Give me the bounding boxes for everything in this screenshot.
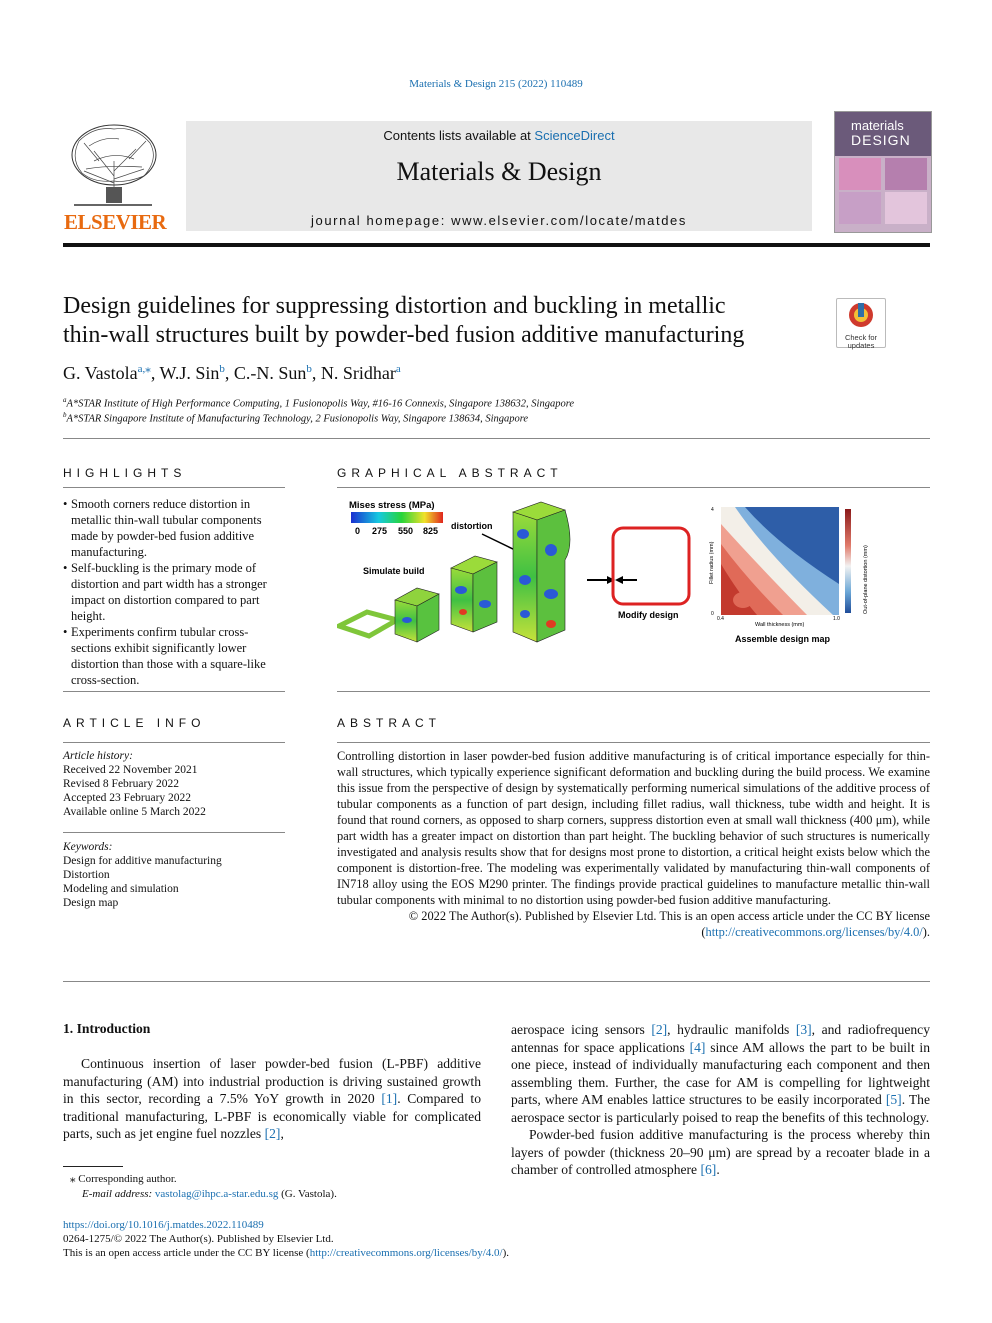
reference-link[interactable]: [1] [381,1091,398,1106]
issn-line: 0264-1275/© 2022 The Author(s). Published by Elsevier Ltd. [63,1233,334,1245]
reference-link[interactable]: [5] [885,1092,902,1107]
journal-cover[interactable]: materials DESIGN [834,111,932,233]
crossmark-icon [837,299,885,329]
article-info-heading: ARTICLE INFO [63,716,206,730]
stress-tick: 0 [355,526,361,536]
author-name[interactable]: G. Vastola [63,363,138,383]
author-name[interactable]: W.J. Sin [159,363,220,383]
map-xlabel: Wall thickness (mm) [755,622,805,628]
intro-right-column: aerospace icing sensors [2], hydraulic manifolds [3], and radiofrequency antennas for space applications [4] since AM allows the part to be built in one piece, instead of individually manufacturing each component and then assembling them. Further, the case for AM is compelling for lightweight parts, where AM enables lattice structures to be easily incorporated [5]. The aerospace sector is particularly poised to reap the benefits of this technology. Powder-bed fusion additive manufacturing is the process whereby thin layers of powder (thickness 20–90 μm) are spread by a recoater blade in a chamber of controlled atmosphere [6]. [511,1022,930,1177]
history-online: Available online 5 March 2022 [63,806,206,818]
affiliation-b: $^b$A*STAR Singapore Institute of Manufacturing Technology, 2 Fusionopolis Way, Singapore 138634, Singapore [63,411,529,425]
stress-legend-title: Mises stress (MPa) [349,500,435,511]
stress-tick: 825 [423,526,439,536]
author-name[interactable]: C.-N. Sun [233,363,307,383]
modified-cross-section [613,528,689,604]
svg-text:1.0: 1.0 [833,616,840,622]
journal-name: Materials & Design [396,157,602,186]
highlight-item: • Smooth corners reduce distortion in metallic thin-wall tubular components made by powder-bed fusion additive manufacturing. [71,496,285,560]
email-link[interactable]: vastolag@ihpc.a-star.edu.sg [154,1188,279,1200]
divider [337,742,930,743]
modify-design-label: Modify design [618,610,679,620]
open-access-line: This is an open access article under the CC BY license (http://creativecommons.org/licenses/by/4.0/). [63,1247,510,1259]
elsevier-tree-logo [64,121,162,209]
keyword: Distortion [63,869,110,881]
svg-text:0.4: 0.4 [717,616,724,622]
distortion-label: distortion [451,521,493,531]
divider [63,691,285,692]
stress-colorbar [351,512,443,523]
map-ylabel: Fillet radius (mm) [709,541,715,584]
reference-link[interactable]: [4] [689,1039,706,1055]
highlights-list [63,496,285,688]
svg-text:4: 4 [711,507,714,513]
license-link[interactable]: http://creativecommons.org/licenses/by/4.0/ [705,925,923,939]
divider [337,691,930,692]
stress-tick: 275 [372,526,388,536]
author-list [63,362,401,384]
journal-citation[interactable]: Materials & Design 215 (2022) 110489 [409,78,583,90]
affiliation-a: $^a$A*STAR Institute of High Performance Computing, 1 Fusionopolis Way, #16-16 Connexis, Singapore 138632, Singapore [63,396,575,410]
author-name[interactable]: N. Sridhar [320,363,396,383]
footnote-rule [63,1166,123,1167]
author-affiliation-marker[interactable]: a [395,363,401,375]
history-revised: Revised 8 February 2022 [63,778,179,790]
highlight-item: • Experiments confirm tubular cross-sections exhibit significantly lower distortion than those with a square-like cross-section. [71,624,285,688]
corresponding-author-note: ⁎ Corresponding author. [70,1173,177,1185]
history-received: Received 22 November 2021 [63,764,198,776]
keywords: Keywords: Design for additive manufacturing Distortion Modeling and simulation Design map [63,840,285,910]
article-history: Article history: Received 22 November 2021 Revised 8 February 2022 Accepted 23 February 2022 Available online 5 March 2022 [63,749,285,819]
reference-link[interactable]: [2] [651,1022,668,1037]
reference-link[interactable]: [3] [795,1022,812,1037]
reference-link[interactable]: [2] [264,1126,281,1141]
author-separator: , [150,363,160,383]
author-affiliation-marker[interactable]: a,⁎ [137,363,151,375]
doi-link[interactable]: https://doi.org/10.1016/j.matdes.2022.110489 [63,1219,264,1231]
header-rule [63,243,930,247]
divider [337,487,930,488]
journal-homepage[interactable]: journal homepage: www.elsevier.com/locate/matdes [311,213,687,228]
graphical-abstract-figure [337,494,930,684]
tube-stage-1 [339,612,397,636]
contents-line: Contents lists available at ScienceDirect [383,128,615,143]
assemble-design-map-label: Assemble design map [735,634,831,644]
article-title: Design guidelines for suppressing distortion and buckling in metallic thin-wall structures built by powder-bed fusion additive manufacturing [63,293,745,348]
author-affiliation-marker[interactable]: b [306,363,312,375]
map-colorbar-label: Out-of-plane distortion (mm) [863,545,869,614]
divider [63,438,930,439]
keyword: Design for additive manufacturing [63,855,222,867]
map-colorbar [845,509,851,613]
keyword: Modeling and simulation [63,883,179,895]
highlights-heading: HIGHLIGHTS [63,466,187,480]
history-accepted: Accepted 23 February 2022 [63,792,192,804]
author-separator: , [311,363,321,383]
highlight-item: • Self-buckling is the primary mode of distortion and part width has a stronger impact on distortion compared to part height. [71,560,285,624]
license-statement: © 2022 The Author(s). Published by Elsevier Ltd. This is an open access article under the CC BY license (http://creativecommons.org/licenses/by/4.0/). [408,909,930,939]
abstract-heading: ABSTRACT [337,716,442,730]
design-map [709,507,869,628]
divider [63,981,930,982]
keyword: Design map [63,897,119,909]
divider [63,832,285,833]
elsevier-wordmark: ELSEVIER [64,210,167,234]
svg-text:0: 0 [711,611,714,617]
simulate-build-label: Simulate build [363,566,425,576]
check-for-updates-button[interactable]: Check for updates [836,298,886,348]
author-affiliation-marker[interactable]: b [219,363,225,375]
intro-left-column: Continuous insertion of laser powder-bed fusion (L-PBF) additive manufacturing (AM) into industrial production is driving sustained growth in this sector, recording a 7.5% YoY growth in 2020 [1]. Compared to traditional manufacturing, L-PBF is economically viable for complicated parts, such as jet engine fuel nozzles [2], [63,1056,481,1141]
tube-stage-3 [451,568,473,632]
graphical-abstract-heading: GRAPHICAL ABSTRACT [337,466,563,480]
journal-masthead [186,121,812,231]
stress-tick: 550 [398,526,414,536]
divider [63,742,285,743]
sciencedirect-link[interactable]: ScienceDirect [534,128,615,143]
oa-license-link[interactable]: http://creativecommons.org/licenses/by/4.0/ [309,1247,503,1259]
reference-link[interactable]: [6] [700,1162,717,1177]
email-note: E-mail address: vastolag@ihpc.a-star.edu.sg (G. Vastola). [82,1188,337,1200]
distortion-arrow [482,534,515,550]
abstract-text: Controlling distortion in laser powder-bed fusion additive manufacturing is of critical importance especially for thin-wall structures, which typically experience significant deformation and buckling during the build process. We examine this issue from the perspective of design by systematically performing numerical simulations of the additive process of tubular components as a function of part design, including fillet radius, wall thickness, tube width and height. It is found that round corners, as opposed to sharp corners, suppress distortion even at small wall thickness (400 μm), while part width has a greater impact on distortion than part height. The buckling behavior of such structures is numerically investigated and analysis results show that for designs most prone to distortion, a critical height exists below which the component is distortion-free. The modeling was experimentally validated by manufacturing thin-wall components of IN718 alloy using the EOS M290 printer. The findings provide practical guidelines to manufacture metallic thin-wall tubular components with minimal to no distortion using powder-bed fusion additive manufacturing. © 2022 The Author(s). Published by Elsevier Ltd. This is an open access article under the CC BY license (http://creativecommons.org/licenses/by/4.0/). [337,749,930,939]
author-separator: , [224,363,234,383]
section-heading-introduction: 1. Introduction [63,1021,151,1036]
divider [63,487,285,488]
